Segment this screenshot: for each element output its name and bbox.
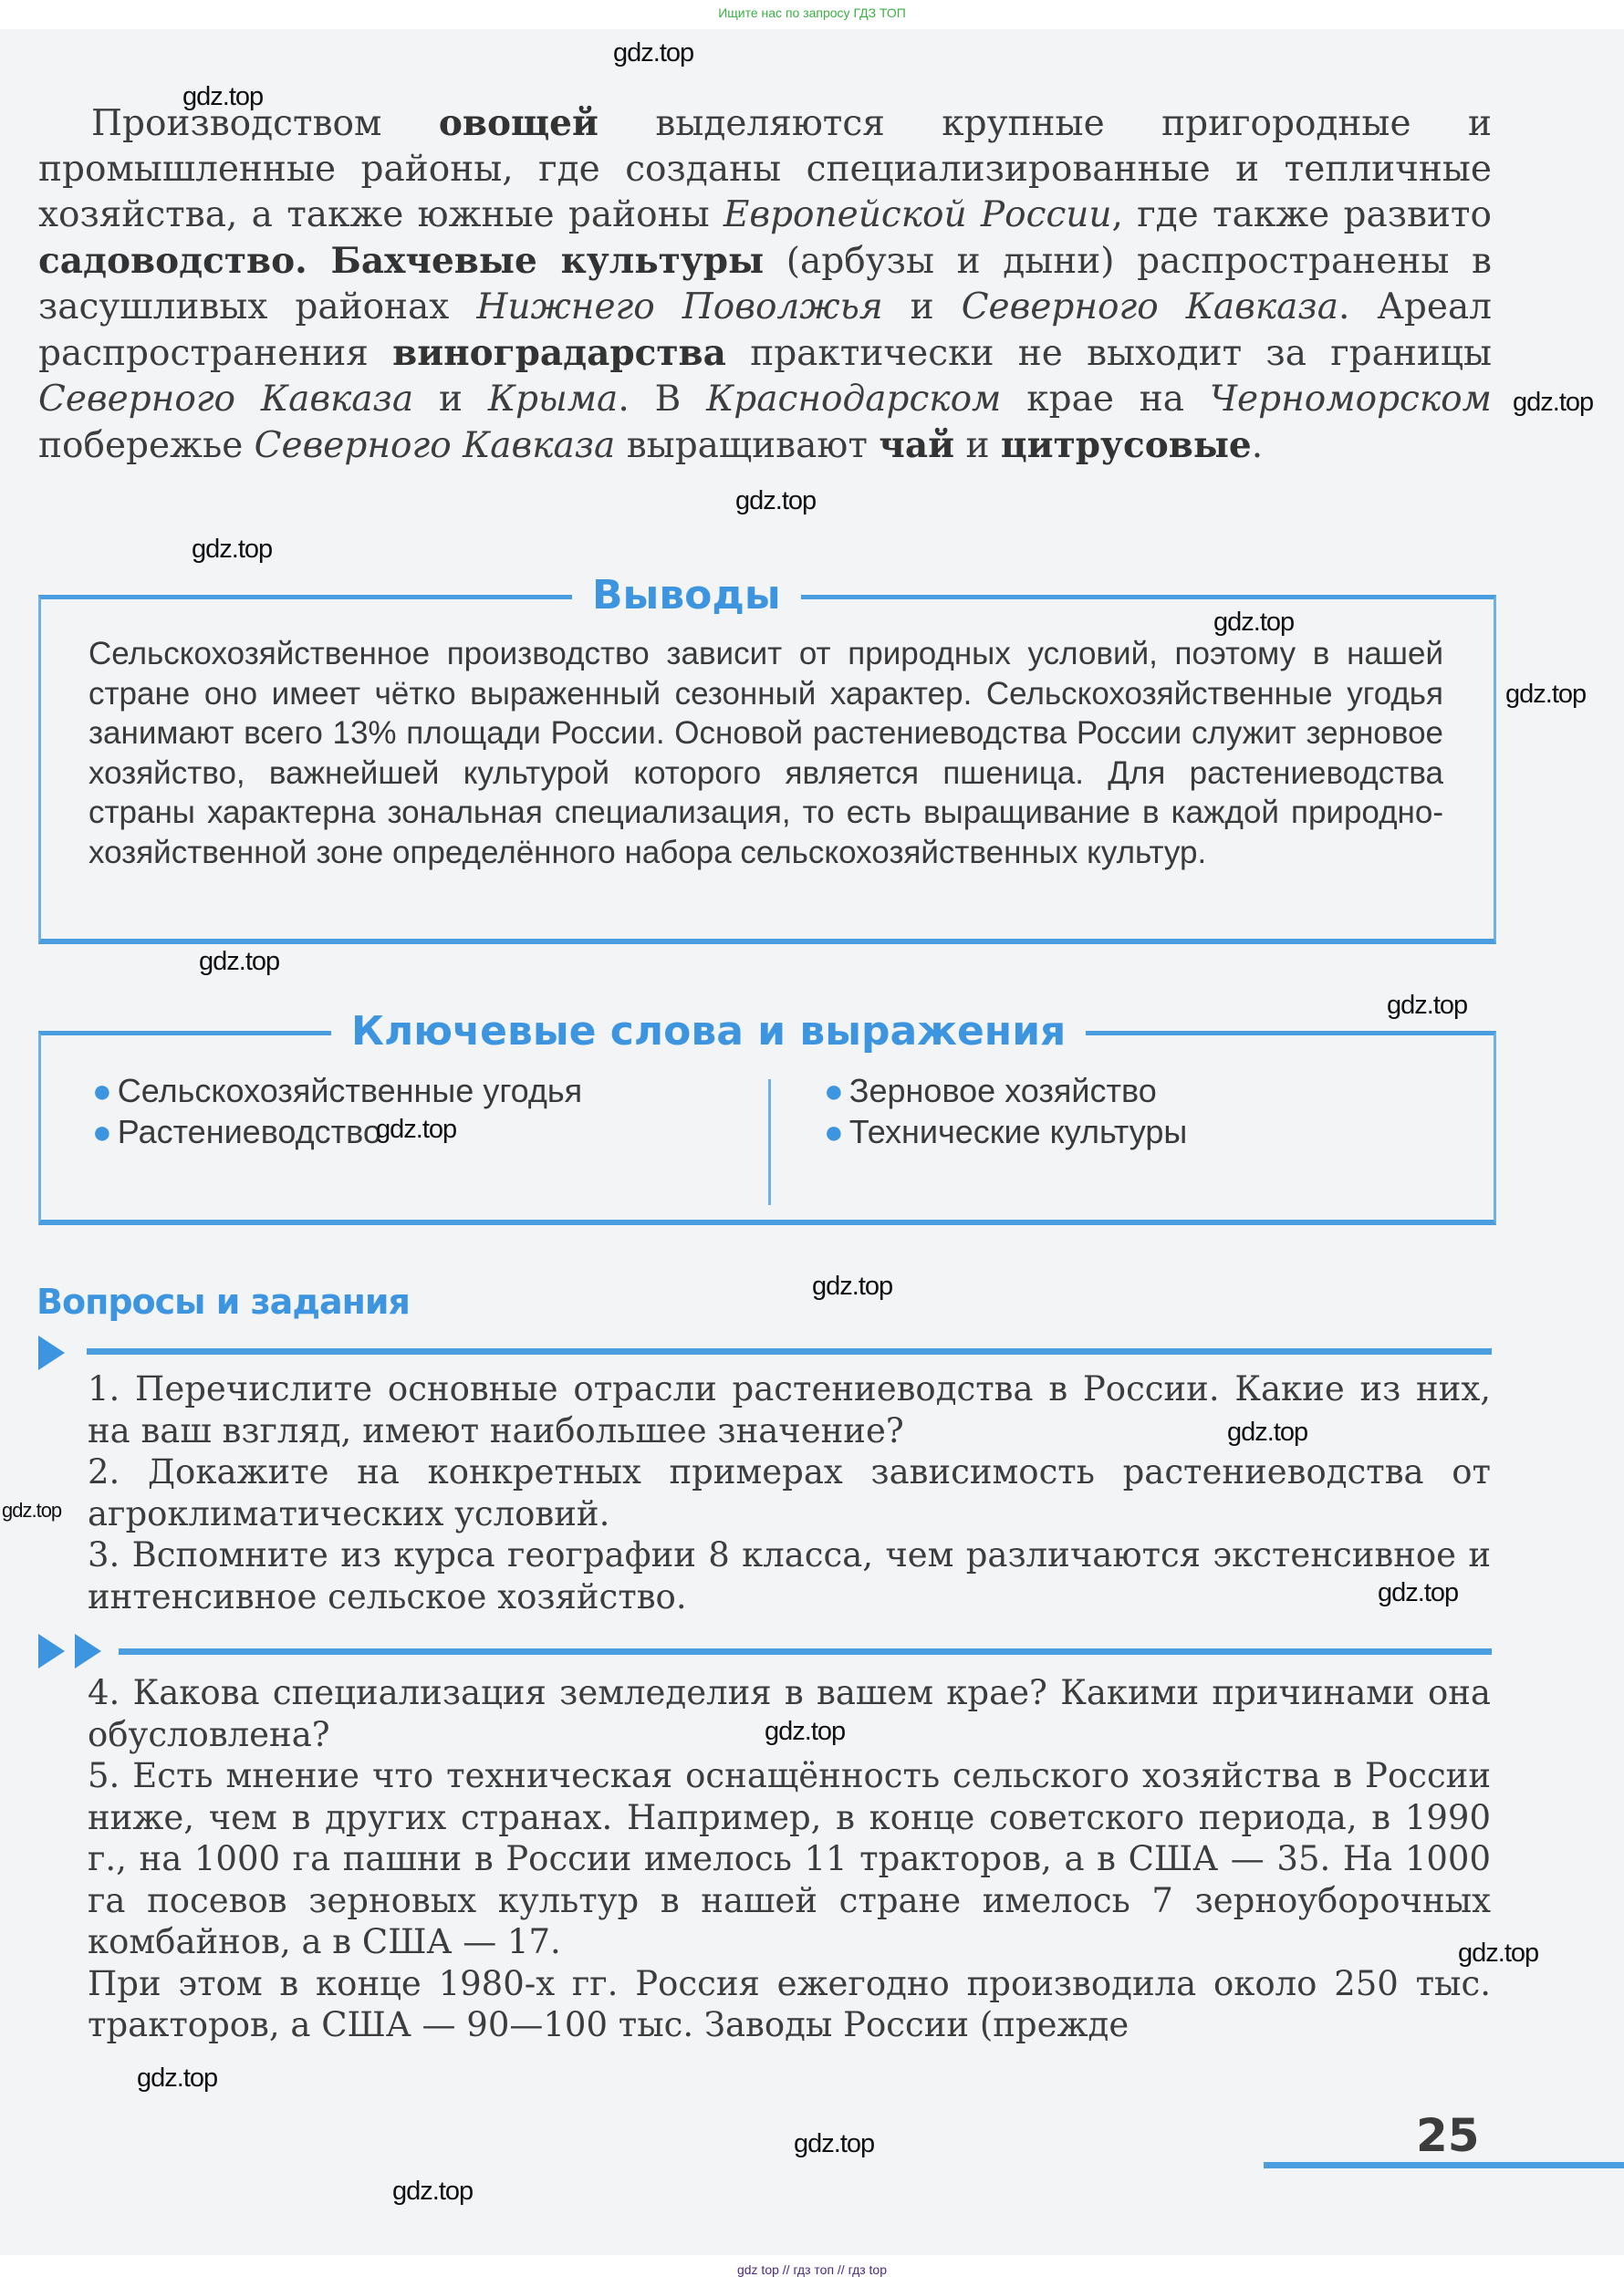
intro-segment: крае на <box>1001 379 1210 420</box>
intro-segment: чай <box>879 424 955 466</box>
watermark: gdz.top <box>613 38 694 68</box>
watermark: gdz.top <box>735 486 817 515</box>
intro-segment: . В <box>618 379 707 420</box>
bullet-icon: ● <box>92 1072 112 1109</box>
intro-segment: Производством <box>91 103 439 144</box>
watermark: gdz.top <box>1227 1418 1308 1447</box>
intro-segment: Крыма <box>487 379 619 420</box>
watermark: gdz.top <box>1378 1578 1459 1607</box>
intro-segment: овощей <box>438 102 599 144</box>
intro-segment: . Ареал распространения <box>38 286 1492 374</box>
watermark: gdz.top <box>1213 608 1295 637</box>
intro-segment: выделяются крупные пригородные и промышленные районы, где созданы специализированные и тепличные хозяйства, а также южные районы <box>38 103 1492 235</box>
level-1-rule <box>87 1348 1492 1355</box>
intro-segment: Черноморском <box>1209 379 1492 420</box>
question-5-continued: При этом в конце 1980-х гг. Россия ежегодно производила около 250 тыс. тракторов, а США — 90—100 тыс. Заводы России (прежде <box>88 1963 1491 2044</box>
intro-segment: выращивают <box>615 425 880 466</box>
question-2: 2. Докажите на конкретных примерах зависимость растениеводства от агроклиматических условий. <box>88 1452 1491 1533</box>
keyword-item: ● Зерновое хозяйство <box>824 1072 1157 1109</box>
question-4: 4. Какова специализация земледелия в вашем крае? Какими причинами она обусловлена? <box>88 1673 1491 1754</box>
watermark: gdz.top <box>812 1272 893 1301</box>
intro-segment: Северного Кавказа <box>961 286 1338 327</box>
watermark: gdz.top <box>376 1115 457 1144</box>
keyword-item: ● Сельскохозяйственные угодья <box>92 1072 583 1109</box>
level-1-arrow-icon <box>38 1336 65 1370</box>
intro-segment: и <box>954 425 1001 466</box>
conclusions-title: Выводы <box>572 568 801 623</box>
intro-segment: Северного Кавказа <box>254 425 616 466</box>
intro-paragraph <box>38 100 1492 469</box>
conclusions-box <box>38 572 1496 944</box>
watermark: gdz.top <box>192 535 273 564</box>
question-5: 5. Есть мнение что техническая оснащённость сельского хозяйства в России ниже, чем в других странах. Например, в конце советского периода, в 1990 г., на 1000 га пашни в России имелось 11 тракторов, а в США — 35. На 1000 га посевов зерновых культур в нашей стране имелось 7 зерноуборочных комбайнов, а в США — 17. <box>88 1756 1491 1961</box>
intro-segment: Краснодарском <box>706 379 1002 420</box>
intro-segment: виноградарства <box>392 332 726 374</box>
level-2-arrow-icon-1 <box>38 1634 65 1668</box>
bullet-icon: ● <box>92 1113 112 1150</box>
page-number-rule <box>1264 2162 1624 2168</box>
intro-segment: побережье <box>38 425 255 466</box>
question-3: 3. Вспомните из курса географии 8 класса, чем различаются экстенсивное и интенсивное сельское хозяйство. <box>88 1535 1491 1616</box>
intro-segment: цитрусовые <box>1000 424 1252 466</box>
intro-segment: садоводство. Бахчевые культуры <box>38 240 765 282</box>
questions-level-1 <box>88 1368 1491 1617</box>
keywords-title: Ключевые слова и выражения <box>331 1004 1086 1059</box>
watermark: gdz.top <box>1505 680 1587 709</box>
watermark: gdz.top <box>1458 1939 1539 1968</box>
watermark: gdz.top <box>794 2129 875 2158</box>
column-divider <box>768 1079 771 1205</box>
watermark: gdz.top <box>137 2063 218 2093</box>
watermark: gdz.top <box>1387 991 1468 1020</box>
intro-segment: (арбузы и дыни) распространены в засушливых районах <box>38 241 1492 327</box>
intro-segment: Северного Кавказа <box>38 379 414 420</box>
question-1: 1. Перечислите основные отрасли растениеводства в России. Какие из них, на ваш взгляд, имеют наибольшее значение? <box>88 1369 1491 1450</box>
watermark: gdz.top <box>392 2177 474 2206</box>
footer-links: gdz top // гдз топ // гдз top <box>736 2262 888 2277</box>
watermark: gdz.top <box>199 947 280 976</box>
watermark: gdz.top <box>182 82 264 111</box>
watermark: gdz.top <box>1513 388 1594 417</box>
level-2-arrow-icon-2 <box>75 1634 101 1668</box>
keywords-box <box>38 1008 1496 1225</box>
intro-segment: и <box>882 286 962 327</box>
intro-segment: , где также развито <box>1111 194 1492 235</box>
intro-segment: практически не выходит за границы <box>725 333 1492 374</box>
page-number: 25 <box>1416 2109 1480 2162</box>
watermark: gdz.top <box>2 1499 62 1522</box>
intro-segment: и <box>413 379 488 420</box>
questions-title: Вопросы и задания <box>36 1282 410 1322</box>
intro-segment: Нижнего Поволжья <box>476 286 883 327</box>
bullet-icon: ● <box>824 1072 844 1109</box>
keyword-item: ● Растениеводство <box>92 1113 381 1150</box>
conclusions-text: Сельскохозяйственное производство зависит от природных условий, поэтому в нашей стране оно имеет чётко выраженный сезонный характер. Сельскохозяйственные угодья занимают всего 13% площади России. Основой растениеводства России служит зерновое хозяйство, важнейшей культурой которого является пшеница. Для растениеводства страны характерна зональная специализация, то есть выращивание в каждой природно-хозяйственной зоне определённого набора сельскохозяйственных культур. <box>88 636 1443 870</box>
bullet-icon: ● <box>824 1113 844 1150</box>
intro-segment: Европейской России <box>723 194 1112 235</box>
intro-segment: . <box>1251 425 1264 466</box>
keywords-right-column <box>824 1070 1463 1152</box>
watermark: gdz.top <box>765 1717 846 1746</box>
keyword-item: ● Технические культуры <box>824 1113 1188 1150</box>
search-banner: Ищите нас по запросу ГДЗ ТОП <box>718 5 906 20</box>
level-2-rule <box>119 1648 1492 1655</box>
